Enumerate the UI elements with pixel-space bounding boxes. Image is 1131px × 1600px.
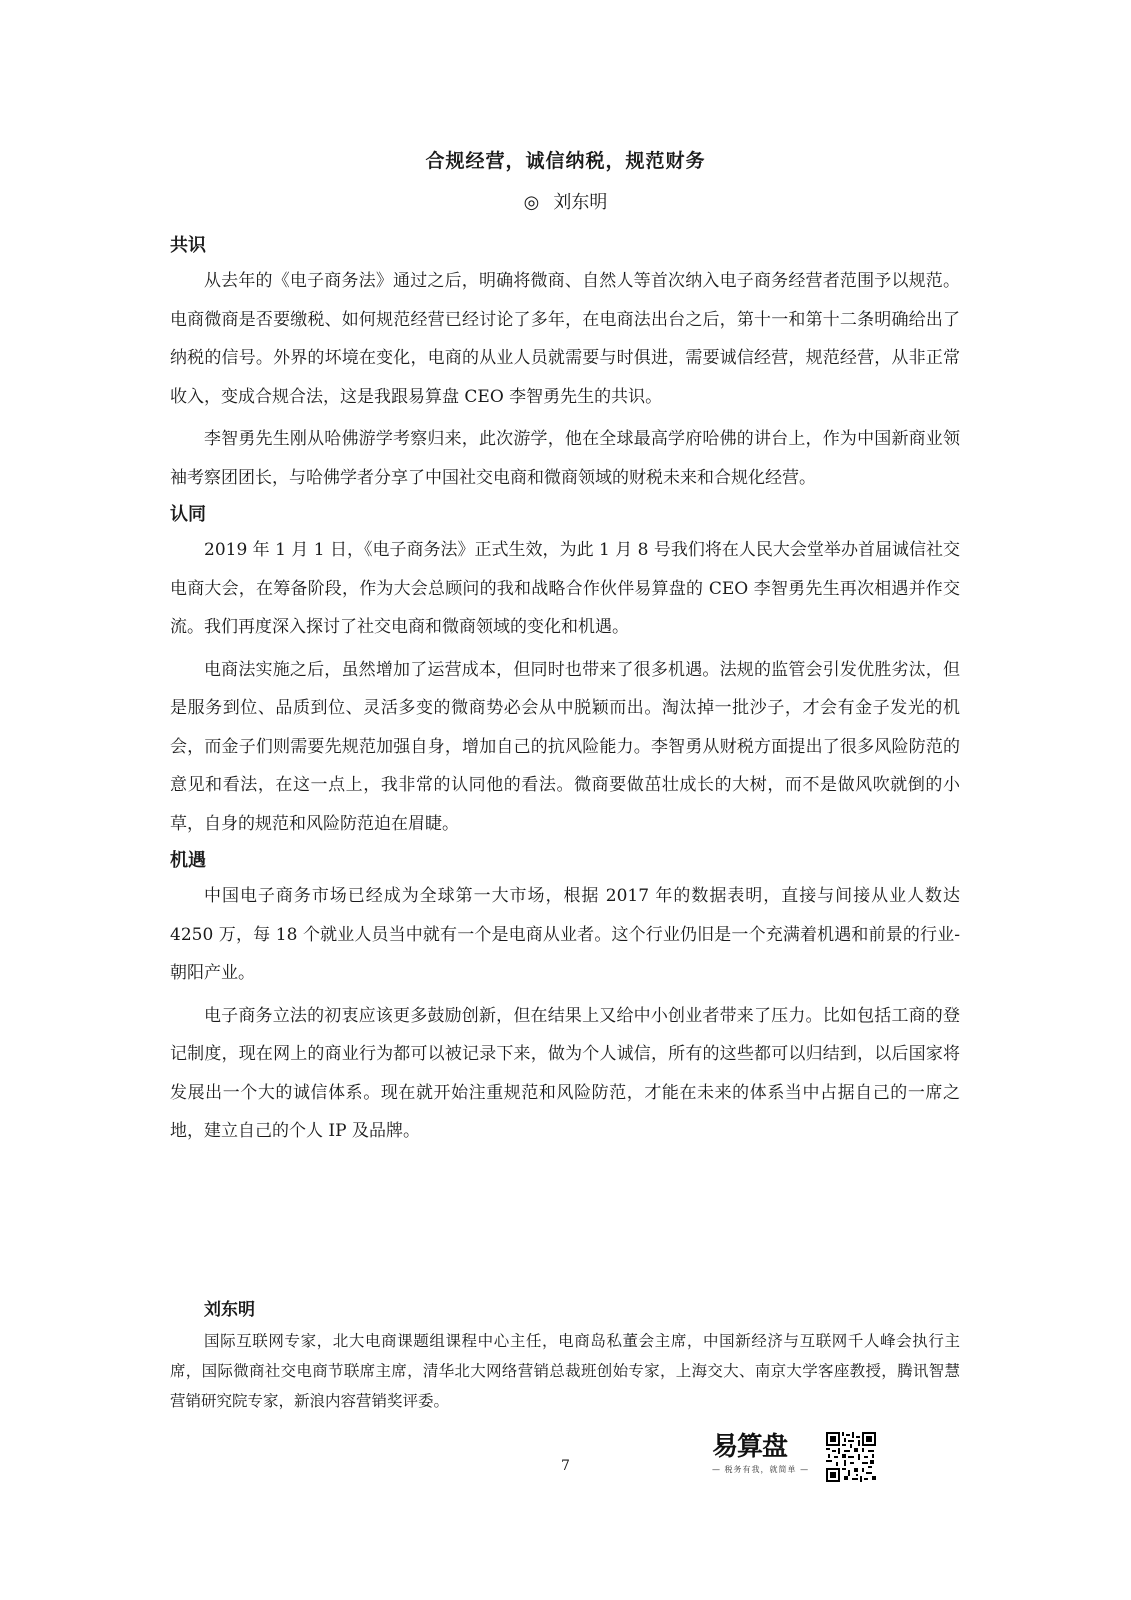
article-body: [170, 232, 960, 1155]
section-heading: 共识: [170, 235, 206, 256]
page-number: 7: [561, 1458, 570, 1474]
logo-slogan: — 税务有我，就简单 —: [712, 1465, 810, 1474]
paragraph: 2019 年 1 月 1 日，《电子商务法》正式生效，为此 1 月 8 号我们将在人民大会堂举办首届诚信社交电商大会，在筹备阶段，作为大会总顾问的我和战略合作伙伴易算盘的 CEO 李智勇先生再次相遇并作交流。我们再度深入探讨了社交电商和微商领域的变化和机遇。: [170, 540, 960, 637]
section-heading: 认同: [170, 504, 206, 525]
bio-name: 刘东明: [204, 1300, 255, 1320]
paragraph: 从去年的《电子商务法》通过之后，明确将微商、自然人等首次纳入电子商务经营者范围予以规范。电商微商是否要缴税、如何规范经营已经讨论了多年，在电商法出台之后，第十一和第十二条明确给出了纳税的信号。外界的坏境在变化，电商的从业人员就需要与时俱进，需要诚信经营，规范经营，从非正常收入，变成合规合法，这是我跟易算盘 CEO 李智勇先生的共识。: [170, 271, 960, 407]
paragraph: 李智勇先生刚从哈佛游学考察归来，此次游学，他在全球最高学府哈佛的讲台上，作为中国新商业领袖考察团团长，与哈佛学者分享了中国社交电商和微商领域的财税未来和合规化经营。: [170, 429, 960, 488]
author-bio: [170, 1296, 960, 1416]
section-heading: 机遇: [170, 850, 206, 871]
author-name: 刘东明: [553, 192, 608, 213]
article-title: 合规经营，诚信纳税，规范财务: [425, 150, 706, 172]
paragraph: 电商法实施之后，虽然增加了运营成本，但同时也带来了很多机遇。法规的监管会引发优胜劣汰，但是服务到位、品质到位、灵活多变的微商势必会从中脱颖而出。淘汰掉一批沙子，才会有金子发光的机会，而金子们则需要先规范加强自身，增加自己的抗风险能力。李智勇从财税方面提出了很多风险防范的意见和看法，在这一点上，我非常的认同他的看法。微商要做茁壮成长的大树，而不是做风吹就倒的小草，自身的规范和风险防范迫在眉睫。: [170, 659, 960, 834]
byline: [0, 188, 1131, 214]
section-consensus: [170, 232, 960, 497]
logo-text: 易算盘: [712, 1432, 788, 1462]
byline-mark-icon: ◎: [523, 192, 540, 213]
section-opportunity: [170, 847, 960, 1151]
brand-logo: [712, 1432, 812, 1482]
qr-code-icon: [826, 1432, 876, 1482]
paragraph: 中国电子商务市场已经成为全球第一大市场，根据 2017 年的数据表明，直接与间接从业人数达 4250 万，每 18 个就业人员当中就有一个是电商从业者。这个行业仍旧是一个充满着机遇和前景的行业-朝阳产业。: [170, 886, 960, 983]
section-agreement: [170, 501, 960, 843]
bio-text: 国际互联网专家，北大电商课题组课程中心主任，电商岛私董会主席，中国新经济与互联网千人峰会执行主席，国际微商社交电商节联席主席，清华北大网络营销总裁班创始专家，上海交大、南京大学客座教授，腾讯智慧营销研究院专家，新浪内容营销奖评委。: [170, 1332, 960, 1410]
paragraph: 电子商务立法的初衷应该更多鼓励创新，但在结果上又给中小创业者带来了压力。比如包括工商的登记制度，现在网上的商业行为都可以被记录下来，做为个人诚信，所有的这些都可以归结到，以后国家将发展出一个大的诚信体系。现在就开始注重规范和风险防范，才能在未来的体系当中占据自己的一席之地，建立自己的个人 IP 及品牌。: [170, 1005, 960, 1141]
